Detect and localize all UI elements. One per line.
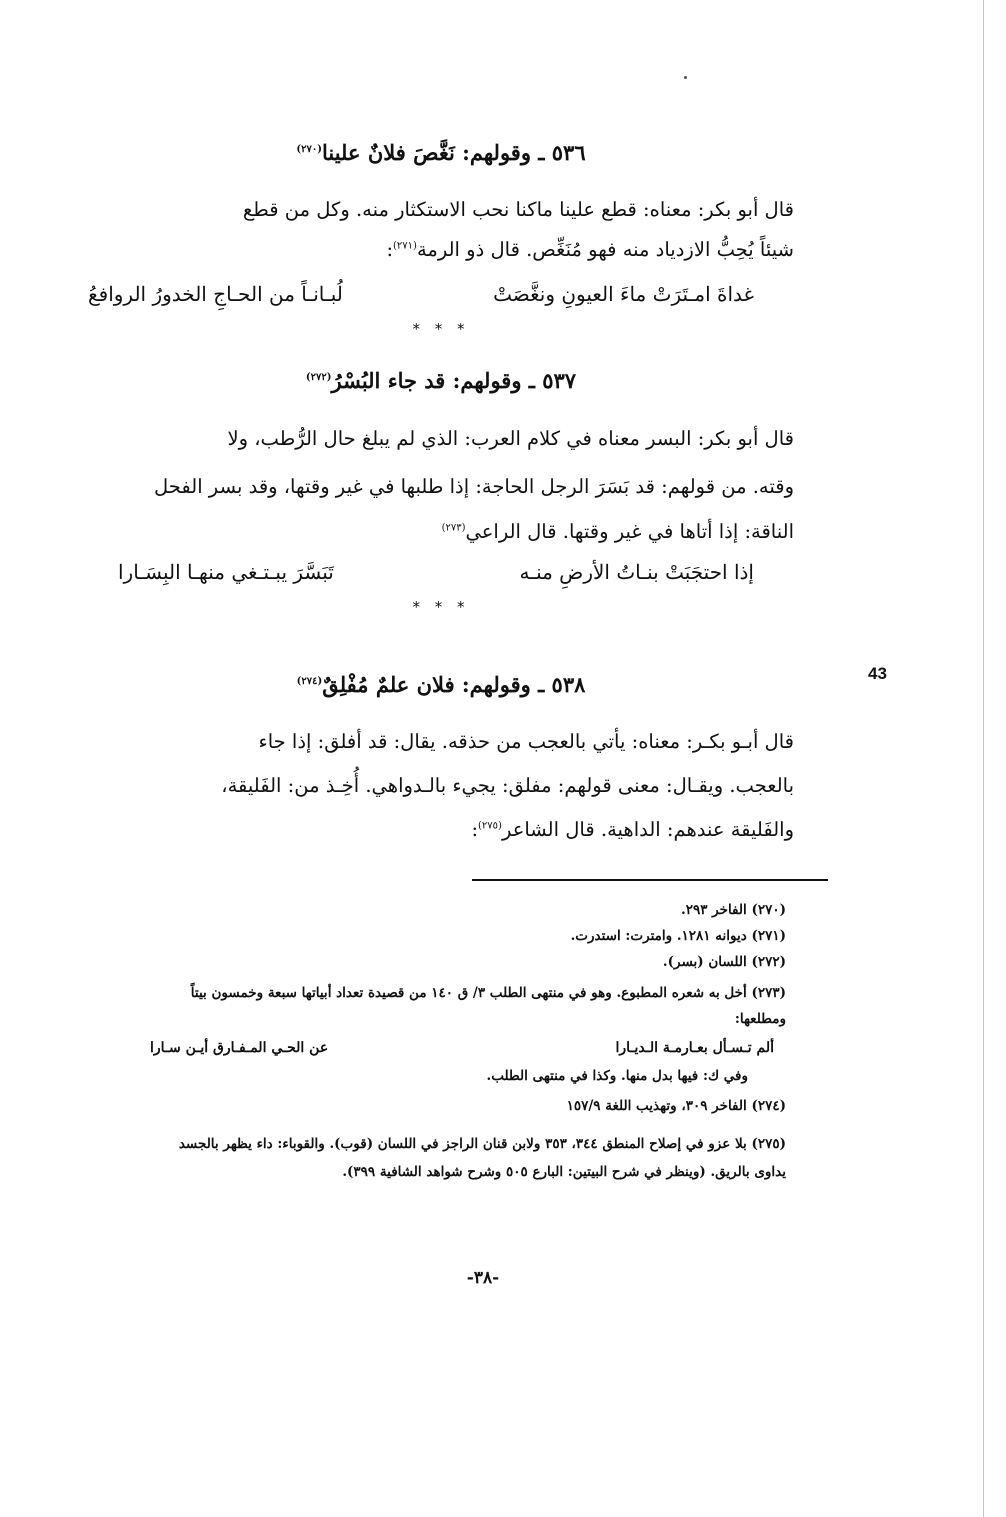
footnote-273-continued: ومطلعها: xyxy=(734,1011,786,1027)
footnote-verse-left: عن الحـي المـفـارق أيـن سـارا xyxy=(150,1040,329,1056)
verse-hemistich-left: تَبَسَّرَ يبـتـغي منهـا البِسَـارا xyxy=(118,560,334,584)
footnote-274: (٢٧٤) الفاخر ٣٠٩، وتهذيب اللغة ١٥٧/٩ xyxy=(566,1098,786,1114)
text-line: قال أبـو بكـر: معناه: يأتي بالعجب من حذقه. يقال: قد أفلق: إذا جاء xyxy=(258,730,794,753)
footnote-275-continued: يداوى بالريق. (وينظر في شرح البيتين: البارع ٥٠٥ وشرح شواهد الشافية ٣٩٩). xyxy=(342,1164,786,1180)
footnote-275: (٢٧٥) بلا عزو في إصلاح المنطق ٣٤٤، ٣٥٣ ولابن قنان الراجز في اللسان (قوب). والقوباء: داء يظهر بالجسد xyxy=(178,1136,786,1152)
footnote-270: (٢٧٠) الفاخر ٢٩٣. xyxy=(680,902,786,918)
text-line-tail: : xyxy=(386,238,394,261)
entry-heading-536 xyxy=(88,140,794,165)
entry-heading-538 xyxy=(88,672,794,697)
footnote-verse-right: ألم تـسـأل بعـارمـة الـديـارا xyxy=(615,1040,774,1056)
footnote-ref: (٢٧٢) xyxy=(305,372,332,383)
text-line xyxy=(386,238,794,268)
text-line xyxy=(471,818,794,848)
verse-536 xyxy=(88,282,794,314)
text-line-tail: : xyxy=(471,818,479,841)
footnote-273: (٢٧٣) أخل به شعره المطبوع. وهو في منتهى الطلب ٣/ ق ١٤٠ من قصيدة تعداد أبياتها سبعة وخمسون بيتاً xyxy=(190,985,786,1001)
text-line: قال أبو بكر: البسر معناه في كلام العرب: الذي لم يبلغ حال الرُّطب، ولا xyxy=(227,427,794,450)
footnote-ref: (٢٧١) xyxy=(393,240,417,252)
footnote-272: (٢٧٢) اللسان (بسر). xyxy=(662,954,786,970)
footnote-ref: (٢٧٥) xyxy=(478,820,502,832)
scan-speck xyxy=(684,76,687,79)
text-line: بالعجب. ويقـال: معنى قولهم: مفلق: يجيء بالـدواهي. أُخِـذ من: الفَليقة، xyxy=(221,774,794,797)
verse-537 xyxy=(88,560,794,592)
section-separator: * * * xyxy=(412,320,470,338)
heading-text: ٥٣٦ ـ وقولهم: نَغَّصَ فلانٌ علينا xyxy=(321,140,586,165)
text-line: وقته. من قولهم: قد بَسَرَ الرجل الحاجة: إذا طلبها في غير وقتها، وقد بسر الفحل xyxy=(154,475,794,498)
text-line xyxy=(442,520,794,550)
page-number: -٣٨- xyxy=(466,1268,500,1288)
verse-hemistich-left: لُبـانـاً من الحـاجِ الخدورُ الروافعُ xyxy=(88,282,343,306)
page-marker: 43 xyxy=(868,664,887,683)
text-line: قال أبو بكر: معناه: قطع علينا ماكنا نحب الاستكثار منه. وكل من قطع xyxy=(242,198,794,221)
verse-hemistich-right: إذا احتجَبَتْ بنـاتُ الأرضِ منـه xyxy=(519,560,754,584)
verse-hemistich-right: غداةَ امـتَرَتْ ماءَ العيونِ ونغَّصَتْ xyxy=(493,282,754,306)
footnote-separator-rule xyxy=(472,879,828,881)
section-separator: * * * xyxy=(412,598,470,616)
footnote-ref: (٢٧٤) xyxy=(296,676,323,687)
footnote-273-note: وفي ك: فيها بدل منها. وكذا في منتهى الطلب. xyxy=(486,1068,748,1084)
text-line-body: والفَليقة عندهم: الداهية. قال الشاعر xyxy=(501,818,794,841)
page-edge-line xyxy=(983,0,984,1517)
entry-heading-537 xyxy=(88,368,794,393)
footnote-ref: (٢٧٣) xyxy=(441,522,466,534)
footnote-271: (٢٧١) ديوانه ١٢٨١. وامترت: استدرت. xyxy=(570,928,786,944)
footnote-ref: (٢٧٠) xyxy=(296,144,322,155)
heading-text: ٥٣٨ ـ وقولهم: فلان علمٌ مُفْلِقٌ xyxy=(322,672,586,697)
text-line-body: شيئاً يُحِبُّ الازدياد منه فهو مُنَغِّص. قال ذو الرمة xyxy=(416,238,794,261)
heading-text: ٥٣٧ ـ وقولهم: قد جاء البُسْرُ xyxy=(331,368,577,393)
text-line-body: الناقة: إذا أتاها في غير وقتها. قال الراعي xyxy=(465,520,794,543)
